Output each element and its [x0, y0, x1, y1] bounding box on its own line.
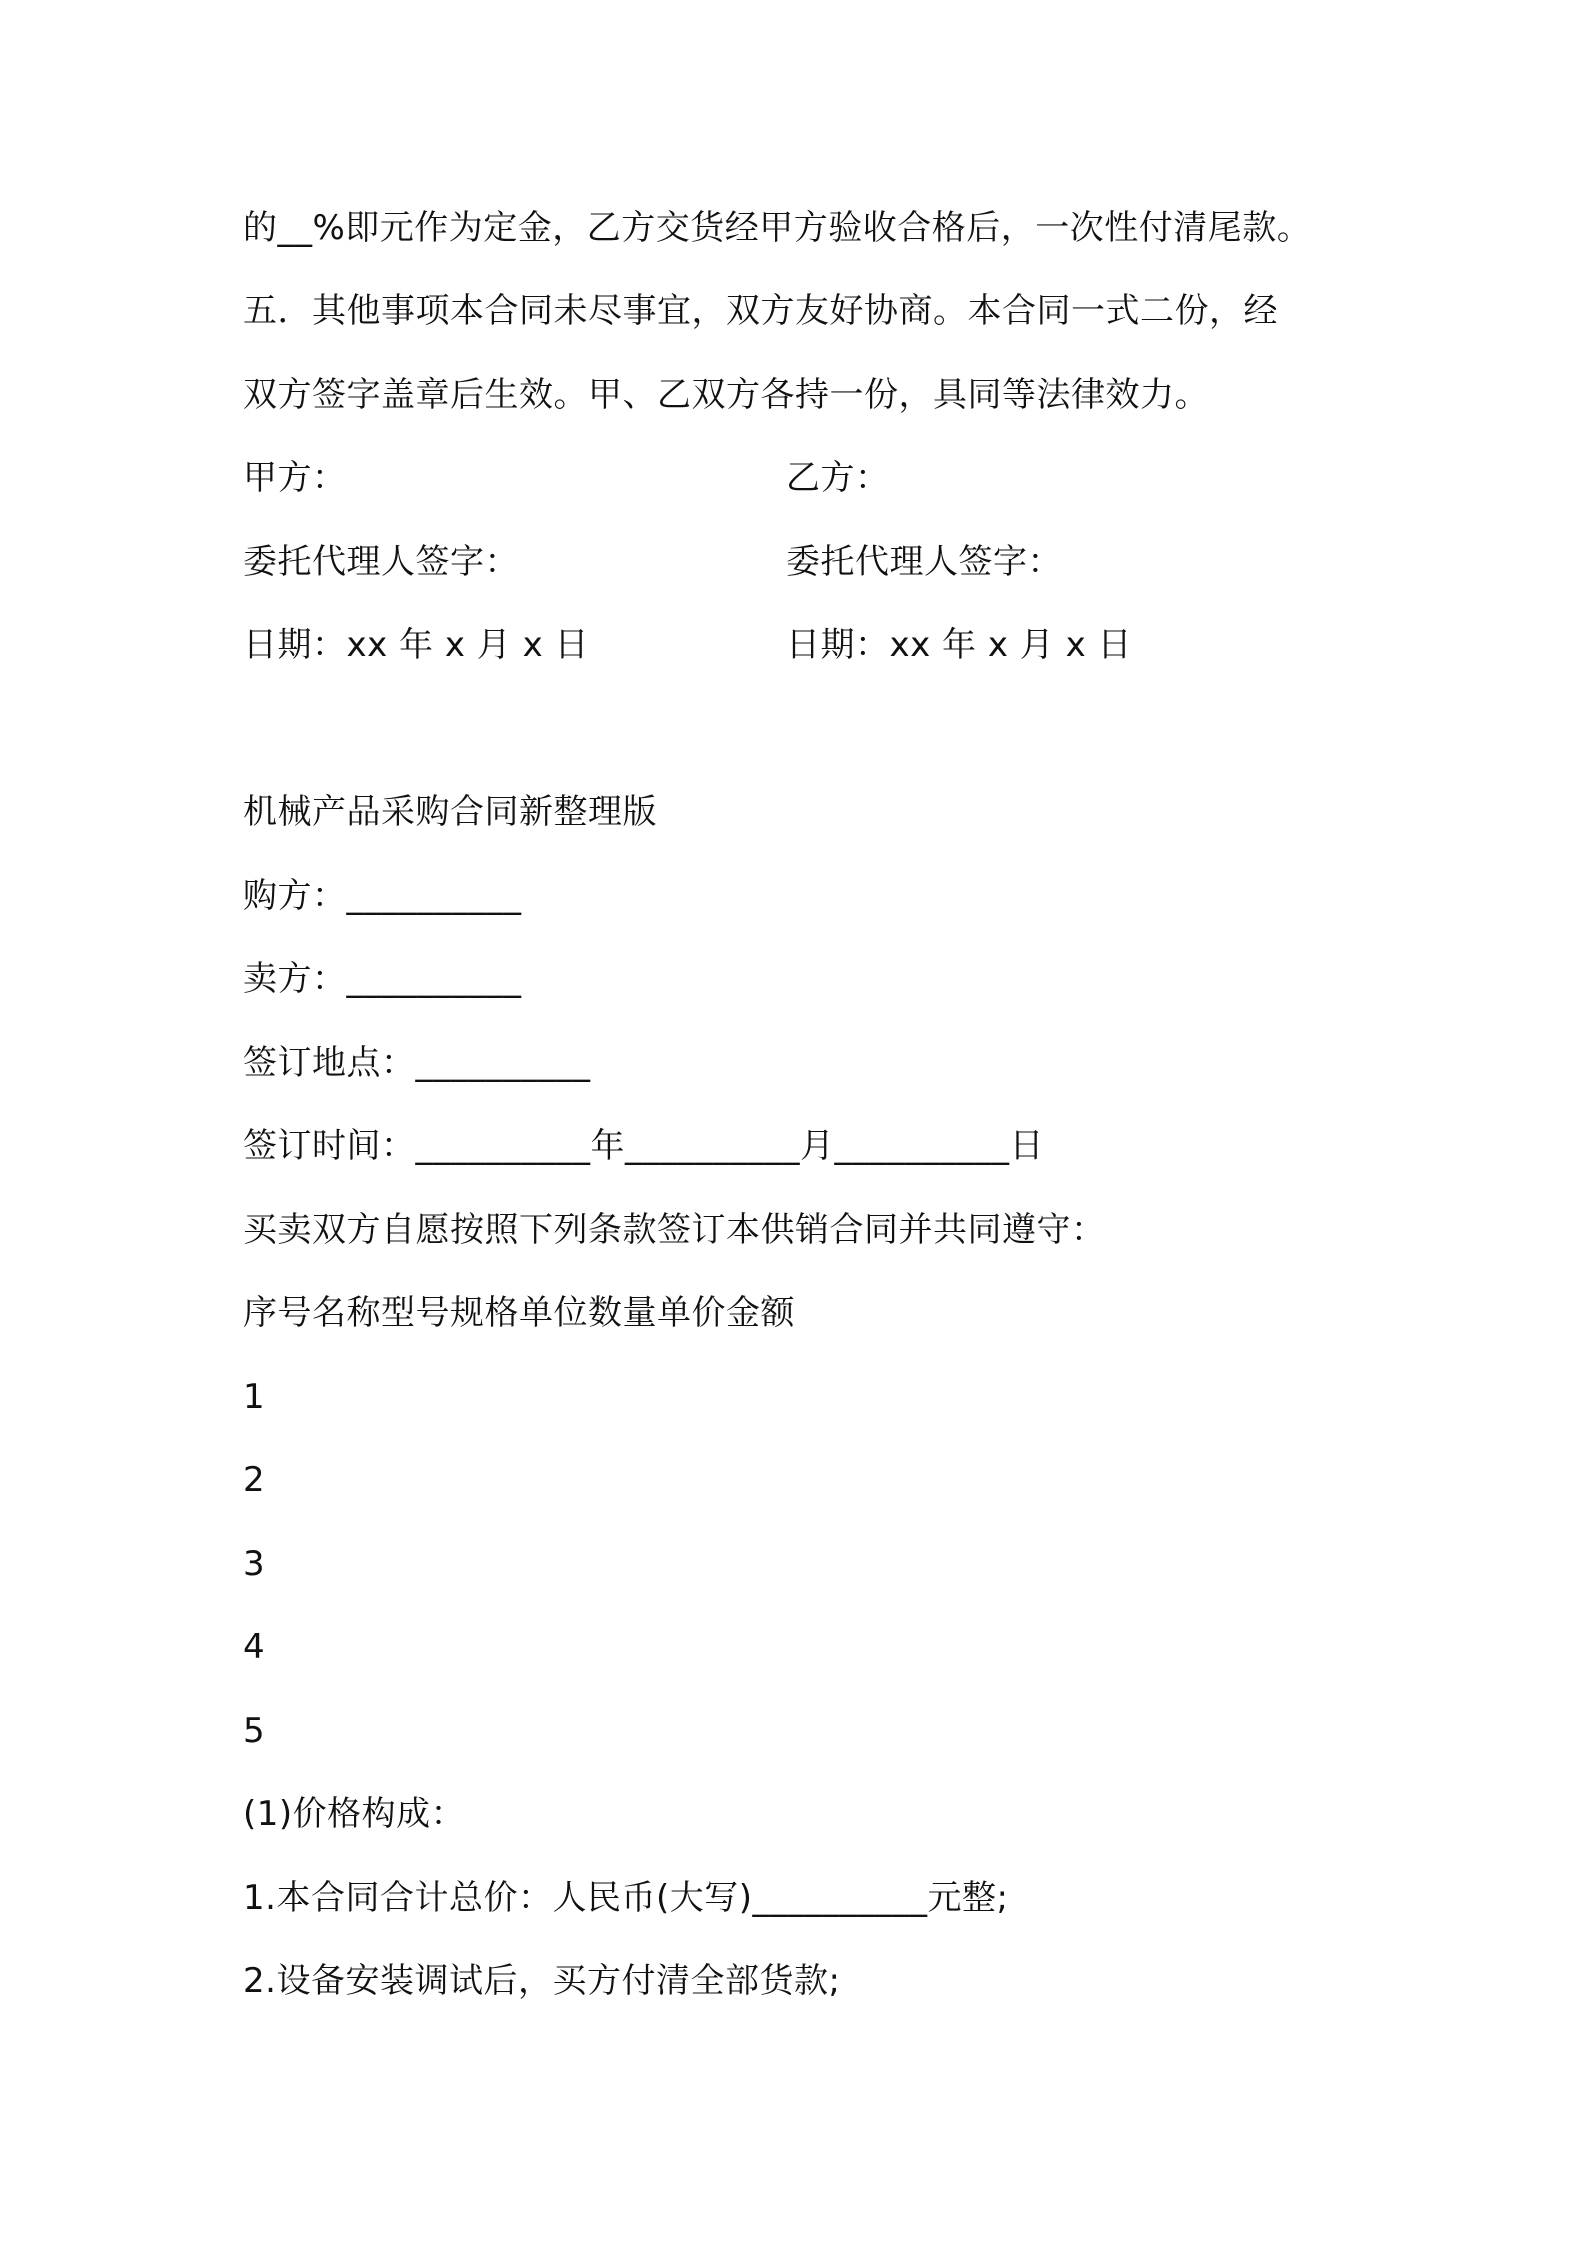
paragraph-effectiveness: 双方签字盖章后生效。甲、乙双方各持一份，具同等法律效力。 — [243, 375, 1209, 415]
table-row: 2 — [243, 1460, 266, 1500]
party-a-label: 甲方： — [243, 458, 347, 498]
agent-a-label: 委托代理人签字： — [243, 542, 519, 582]
party-b-label: 乙方： — [786, 458, 890, 498]
contract-title: 机械产品采购合同新整理版 — [243, 792, 657, 832]
clause-total-price: 1.本合同合计总价：人民币(大写)__________元整; — [243, 1878, 1009, 1918]
paragraph-deposit-terms: 的__%即元作为定金，乙方交货经甲方验收合格后，一次性付清尾款。 — [243, 208, 1312, 248]
date-a: 日期：xx 年 x 月 x 日 — [243, 625, 590, 665]
table-row: 1 — [243, 1377, 266, 1417]
paragraph-other-matters: 五．其他事项本合同未尽事宜，双方友好协商。本合同一式二份，经 — [243, 291, 1278, 331]
clause-payment: 2.设备安装调试后，买方付清全部货款; — [243, 1961, 841, 2001]
signing-time-field: 签订时间：__________年__________月__________日 — [243, 1126, 1044, 1166]
contract-intro: 买卖双方自愿按照下列条款签订本供销合同并共同遵守： — [243, 1210, 1106, 1250]
price-heading: (1)价格构成： — [243, 1794, 466, 1834]
date-b: 日期：xx 年 x 月 x 日 — [786, 625, 1133, 665]
seller-field: 卖方：__________ — [243, 959, 522, 999]
table-row: 3 — [243, 1544, 266, 1584]
table-header: 序号名称型号规格单位数量单价金额 — [243, 1293, 795, 1333]
buyer-field: 购方：__________ — [243, 876, 522, 916]
table-row: 5 — [243, 1711, 266, 1751]
agent-b-label: 委托代理人签字： — [786, 542, 1062, 582]
signing-place-field: 签订地点：__________ — [243, 1043, 591, 1083]
table-row: 4 — [243, 1627, 266, 1667]
